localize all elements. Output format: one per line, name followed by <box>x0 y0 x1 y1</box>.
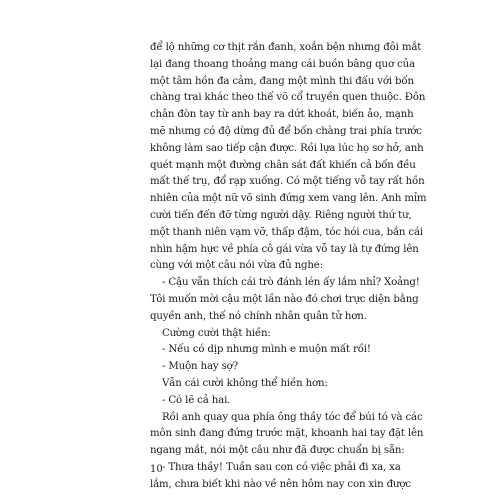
text-line: mất thế trụ, đổ rạp xuống. Có một tiếng vỗ tay rất hồn <box>150 176 425 188</box>
page-body-text <box>150 40 450 494</box>
text-line: nhiên của một nữ võ sinh đứng xem vang lên. Anh mỉm <box>150 193 427 205</box>
text-line: cười tiến đến đỡ từng người dậy. Riêng người thứ tư, <box>150 209 412 221</box>
text-line: ngang mắt, nói một câu như đã được chuẩn bị sẵn: <box>150 445 405 457</box>
text-line: không làm sao tiếp cận được. Rồi lựa lúc họ sơ hở, anh <box>150 142 424 154</box>
page-number: 10 <box>150 464 163 475</box>
dialogue-line: - Muộn hay sợ? <box>162 361 238 373</box>
text-line: cùng với một câu nói vừa đủ nghe: <box>150 260 323 272</box>
text-line: môn sinh đang đứng trước mặt, khoanh hai tay đặt lên <box>150 428 424 440</box>
text-line: lại đang thoang thoảng mang cái buồn bâng quơ của <box>150 58 415 70</box>
text-line: chàng trai khác theo thế võ cổ truyền quen thuộc. Đôn <box>150 92 426 104</box>
text-line: Rồi anh quay qua phía ông thầy tóc để búi tó và các <box>162 411 423 423</box>
text-line: một tâm hồn đa cảm, đang một mình thi đấu với bốn <box>150 75 414 87</box>
text-line: quét mạnh một đường chân sát đất khiến cả bốn đều <box>150 159 416 171</box>
dialogue-line: - Có lẽ cả hai. <box>162 394 231 406</box>
text-line: nhìn hậm hực về phía cô gái vừa vỗ tay là tự đứng lên <box>150 243 419 255</box>
text-line: Cường cười thật hiền: <box>162 327 271 339</box>
text-line: một thanh niên vạm vỡ, thấp đậm, tóc hói cua, bắn cái <box>150 226 424 238</box>
text-line: chân đòn tay từ anh bay ra dứt khoát, biến ảo, mạnh <box>150 109 414 121</box>
text-line: Vẫn cái cười không thể hiền hơn: <box>162 377 328 389</box>
text-line: để lộ những cơ thịt rắn đanh, xoắn bện nhưng đôi mắt <box>150 42 422 53</box>
text-line: lắm, chưa biết khi nào về nên hôm nay con xin được <box>150 478 411 490</box>
text-line: quyền anh, thế nó chính nhân quân tử hơn. <box>150 310 367 322</box>
text-line: mẽ nhưng có độ dừng đủ để bốn chàng trai phía trước <box>150 125 422 137</box>
dialogue-line: - Thưa thầy! Tuần sau con có việc phải đi xa, xa <box>162 461 401 473</box>
text-line: Tôi muốn mời cậu một lần nào đó chơi trực diện bằng <box>150 293 419 305</box>
dialogue-line: - Nếu có dịp nhưng mình e muộn mất rồi! <box>162 344 371 356</box>
dialogue-line: - Cậu vẫn thích cái trò đánh lén ấy lắm nhỉ? Xoảng! <box>162 277 420 289</box>
